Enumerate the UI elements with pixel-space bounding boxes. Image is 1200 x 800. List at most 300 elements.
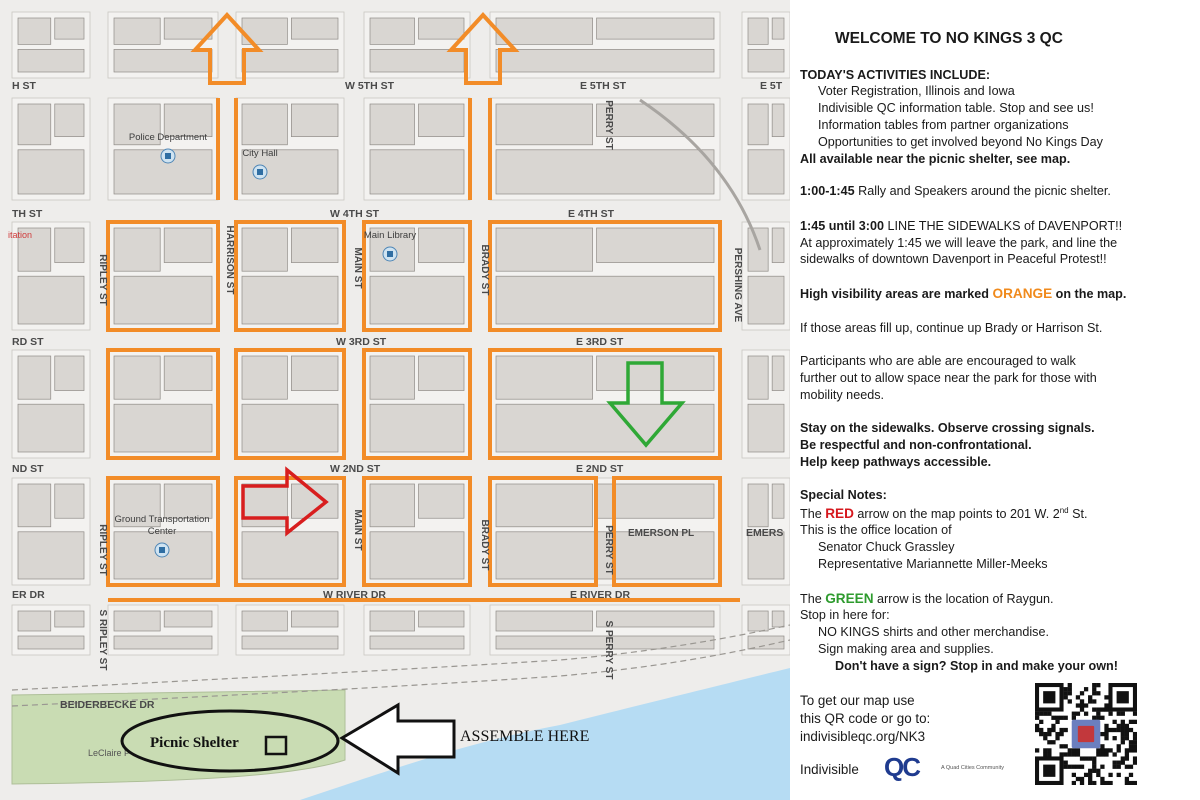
building — [748, 484, 768, 527]
activities-note: All available near the picnic shelter, see map. — [800, 152, 1071, 166]
poi-label: City Hall — [242, 148, 278, 159]
qr-module — [1092, 687, 1096, 691]
building — [18, 484, 51, 527]
qr-module — [1076, 695, 1080, 699]
qr-module — [1121, 728, 1125, 732]
line-desc: sidewalks of downtown Davenport in Peaceful Protest!! — [800, 252, 1107, 266]
qr-module — [1092, 691, 1096, 695]
qr-module — [1047, 748, 1051, 752]
qr-module — [1133, 740, 1137, 744]
map-link-line: To get our map use — [800, 693, 915, 708]
qr-module — [1117, 765, 1121, 769]
qr-module — [1125, 781, 1129, 785]
qr-module — [1035, 748, 1039, 752]
street-label-e5-right: E 5T — [760, 80, 783, 92]
building — [114, 49, 212, 72]
qr-module — [1059, 744, 1063, 748]
building — [419, 228, 464, 263]
street-label-river-left: ER DR — [12, 589, 45, 601]
building — [496, 484, 593, 527]
street-label-w5th: W 5TH ST — [345, 80, 394, 92]
qr-module — [1092, 781, 1096, 785]
qr-module — [1113, 765, 1117, 769]
qr-module — [1125, 777, 1129, 781]
qr-module — [1133, 744, 1137, 748]
qr-module — [1104, 732, 1108, 736]
street-label-emerson-right: EMERS — [746, 527, 784, 539]
qr-module — [1096, 716, 1100, 720]
qr-module — [1076, 765, 1080, 769]
rally-text: Rally and Speakers around the picnic shelter. — [854, 184, 1111, 198]
qr-module — [1125, 765, 1129, 769]
qr-module — [1096, 769, 1100, 773]
qr-module — [1100, 732, 1104, 736]
building — [164, 356, 212, 391]
building — [370, 18, 415, 44]
qr-module — [1125, 728, 1129, 732]
street-label-e3rd: E 3RD ST — [576, 336, 624, 348]
building — [242, 404, 338, 452]
building — [496, 104, 593, 145]
qr-module — [1080, 691, 1084, 695]
qr-module — [1125, 724, 1129, 728]
qr-module — [1108, 728, 1112, 732]
qr-module — [1104, 752, 1108, 756]
qr-center-logo-inner — [1078, 726, 1094, 742]
qr-module — [1108, 781, 1112, 785]
building — [18, 636, 84, 649]
building — [370, 150, 464, 194]
building — [419, 484, 464, 518]
qr-module — [1096, 712, 1100, 716]
poi-station — [8, 230, 32, 240]
street-label-e2nd: E 2ND ST — [576, 463, 624, 475]
qr-module — [1117, 728, 1121, 732]
qr-module — [1080, 707, 1084, 711]
qr-module — [1043, 752, 1047, 756]
qr-module — [1129, 740, 1133, 744]
visibility-post: on the map. — [1052, 287, 1127, 301]
qr-module — [1076, 703, 1080, 707]
building — [748, 404, 784, 452]
qr-module — [1072, 752, 1076, 756]
qr-module — [1047, 732, 1051, 736]
qr-finder-core — [1043, 765, 1055, 777]
building — [772, 611, 784, 627]
office-line: This is the office location of — [800, 523, 952, 537]
stop-line: Stop in here for: — [800, 608, 890, 622]
qr-module — [1064, 695, 1068, 699]
qr-module — [1064, 752, 1068, 756]
activity-item: Information tables from partner organizations — [818, 118, 1069, 132]
qr-module — [1133, 736, 1137, 740]
rally-time: 1:00-1:45 — [800, 184, 855, 198]
qr-module — [1125, 756, 1129, 760]
qr-module — [1059, 752, 1063, 756]
qr-module — [1076, 752, 1080, 756]
participants-line: Participants who are able are encouraged to walk — [800, 354, 1076, 368]
qr-module — [1100, 716, 1104, 720]
building — [55, 484, 84, 518]
page-title: WELCOME TO NO KINGS 3 QC — [835, 30, 1063, 47]
building — [370, 104, 415, 145]
street-label-ripley-north: RIPLEY ST — [97, 254, 108, 306]
qr-module — [1043, 748, 1047, 752]
building — [114, 18, 160, 44]
qr-module — [1072, 765, 1076, 769]
qr-module — [1092, 699, 1096, 703]
qr-module — [1133, 781, 1137, 785]
rule-line: Be respectful and non-confrontational. — [800, 438, 1032, 452]
street-label-3rd-left: RD ST — [12, 336, 44, 348]
street-label-s-ripley: S RIPLEY ST — [97, 609, 108, 671]
green-word: GREEN — [825, 591, 874, 606]
building — [55, 104, 84, 137]
building — [748, 356, 768, 399]
qr-module — [1121, 720, 1125, 724]
qr-module — [1104, 781, 1108, 785]
building — [419, 18, 464, 39]
street-label-perry-north: PERRY ST — [603, 100, 614, 150]
qr-module — [1055, 732, 1059, 736]
qr-module — [1072, 781, 1076, 785]
qr-module — [1072, 748, 1076, 752]
green-post: arrow is the location of Raygun. — [873, 592, 1054, 606]
office-name: Representative Mariannette Miller-Meeks — [818, 557, 1048, 571]
qr-module — [1068, 752, 1072, 756]
qr-module — [1117, 748, 1121, 752]
building — [242, 611, 287, 631]
qr-module — [1100, 777, 1104, 781]
qr-module — [1096, 707, 1100, 711]
street-label-harrison: HARRISON ST — [224, 225, 235, 295]
qr-module — [1076, 748, 1080, 752]
qr-module — [1088, 699, 1092, 703]
qr-module — [1133, 748, 1137, 752]
qr-module — [1068, 748, 1072, 752]
street-label-w2nd: W 2ND ST — [330, 463, 381, 475]
qr-module — [1059, 732, 1063, 736]
fill-up-note: If those areas fill up, continue up Brady or Harrison St. — [800, 321, 1103, 335]
qr-module — [1113, 761, 1117, 765]
qr-module — [1092, 707, 1096, 711]
qr-module — [1125, 748, 1129, 752]
qr-module — [1068, 683, 1072, 687]
activity-item: Indivisible QC information table. Stop and see us! — [818, 101, 1094, 115]
building — [18, 611, 51, 631]
qr-module — [1129, 720, 1133, 724]
qr-module — [1117, 761, 1121, 765]
building — [772, 484, 784, 518]
qr-module — [1108, 712, 1112, 716]
qr-module — [1104, 707, 1108, 711]
street-label-perry-south: PERRY ST — [603, 525, 614, 575]
qr-module — [1092, 761, 1096, 765]
qr-module — [1100, 781, 1104, 785]
building — [597, 18, 714, 39]
make-sign-line: Don't have a sign? Stop in and make your own! — [835, 659, 1118, 673]
qr-module — [1059, 728, 1063, 732]
qr-module — [1088, 773, 1092, 777]
participants-line: further out to allow space near the park for those with — [800, 371, 1097, 385]
qr-module — [1047, 728, 1051, 732]
qr-module — [1084, 773, 1088, 777]
rule-line: Help keep pathways accessible. — [800, 455, 992, 469]
qr-module — [1121, 756, 1125, 760]
qr-module — [1055, 716, 1059, 720]
green-arrow-note — [800, 590, 1053, 608]
qr-module — [1068, 687, 1072, 691]
qr-module — [1047, 752, 1051, 756]
building — [114, 404, 212, 452]
office-name: Senator Chuck Grassley — [818, 540, 955, 554]
qr-module — [1104, 724, 1108, 728]
street-label-w4th: W 4TH ST — [330, 208, 379, 220]
poi-label: Center — [147, 526, 177, 537]
qr-module — [1080, 765, 1084, 769]
building — [242, 49, 338, 72]
qr-module — [1035, 716, 1039, 720]
qr-module — [1121, 732, 1125, 736]
building — [496, 150, 714, 194]
qr-module — [1100, 744, 1104, 748]
building — [18, 356, 51, 399]
qr-module — [1096, 691, 1100, 695]
qr-module — [1104, 736, 1108, 740]
building — [114, 356, 160, 399]
building — [496, 18, 593, 44]
building — [18, 150, 84, 194]
qr-module — [1043, 712, 1047, 716]
qr-module — [1047, 712, 1051, 716]
street-label-beiderbecke: BEIDERBECKE DR — [60, 699, 155, 711]
qr-module — [1096, 748, 1100, 752]
activity-item: Voter Registration, Illinois and Iowa — [818, 84, 1015, 98]
activity-item: Opportunities to get involved beyond No Kings Day — [818, 135, 1103, 149]
line-sidewalks — [800, 218, 1122, 235]
street-label-emerson: EMERSON PL — [628, 528, 695, 539]
building — [748, 276, 784, 324]
red-arrow-note — [800, 503, 1088, 523]
qr-module — [1129, 765, 1133, 769]
qr-module — [1104, 695, 1108, 699]
building — [496, 276, 714, 324]
qr-module — [1080, 699, 1084, 703]
qr-module — [1133, 720, 1137, 724]
poi-leclaire — [88, 748, 130, 758]
building — [18, 404, 84, 452]
visibility-line — [800, 285, 1126, 303]
building — [55, 356, 84, 391]
qr-module — [1043, 732, 1047, 736]
building — [55, 228, 84, 263]
qr-module — [1072, 716, 1076, 720]
qr-module — [1035, 712, 1039, 716]
qr-module — [1039, 728, 1043, 732]
qr-module — [1117, 773, 1121, 777]
building — [114, 611, 160, 631]
qr-module — [1035, 724, 1039, 728]
transit-icon-glyph — [159, 547, 165, 553]
building — [18, 18, 51, 44]
qr-module — [1129, 744, 1133, 748]
qr-module — [1064, 687, 1068, 691]
qr-module — [1117, 712, 1121, 716]
qr-module — [1064, 761, 1068, 765]
building — [242, 356, 287, 399]
qc-tagline: A Quad Cities Community — [941, 765, 1004, 771]
street-label-e5th: E 5TH ST — [580, 80, 627, 92]
qr-module — [1088, 756, 1092, 760]
qr-module — [1088, 781, 1092, 785]
building — [114, 276, 212, 324]
qr-module — [1039, 712, 1043, 716]
qr-code[interactable] — [1035, 683, 1137, 785]
red-end: St. — [1068, 507, 1088, 522]
qr-module — [1100, 748, 1104, 752]
building — [496, 356, 593, 399]
building — [419, 611, 464, 627]
qr-module — [1064, 691, 1068, 695]
qr-module — [1059, 716, 1063, 720]
building — [496, 49, 714, 72]
qr-module — [1129, 728, 1133, 732]
building — [55, 611, 84, 627]
qr-module — [1055, 736, 1059, 740]
qc-logo-text: QC — [884, 752, 919, 782]
map-link-line: this QR code or go to: — [800, 711, 931, 726]
library-book-icon-glyph — [387, 251, 393, 257]
building — [114, 636, 212, 649]
qr-module — [1072, 712, 1076, 716]
building — [291, 356, 338, 391]
qr-module — [1121, 712, 1125, 716]
poi-label: Ground Transportation — [114, 514, 210, 525]
building — [291, 18, 338, 39]
building — [370, 532, 464, 579]
street-label-pershing: PERSHING AVE — [732, 247, 743, 323]
special-notes-heading: Special Notes: — [800, 488, 887, 502]
qr-module — [1104, 748, 1108, 752]
building — [114, 228, 160, 271]
qr-module — [1125, 752, 1129, 756]
qr-module — [1113, 720, 1117, 724]
qr-module — [1133, 712, 1137, 716]
qr-module — [1113, 736, 1117, 740]
qr-module — [1072, 773, 1076, 777]
qr-module — [1051, 728, 1055, 732]
qr-module — [1047, 740, 1051, 744]
street-label-wriver: W RIVER DR — [323, 589, 386, 601]
assemble-here-label: ASSEMBLE HERE — [460, 728, 590, 745]
green-pre: The — [800, 592, 826, 606]
building — [370, 356, 415, 399]
qr-module — [1084, 756, 1088, 760]
qr-module — [1125, 736, 1129, 740]
qr-module — [1129, 773, 1133, 777]
street-label-s-perry: S PERRY ST — [603, 620, 614, 680]
building — [291, 611, 338, 627]
line-desc: At approximately 1:45 we will leave the park, and line the — [800, 236, 1118, 250]
qr-module — [1121, 724, 1125, 728]
qr-module — [1068, 765, 1072, 769]
building — [496, 404, 714, 452]
poi-label: LeClaire P — [88, 748, 131, 758]
stop-item: Sign making area and supplies. — [818, 642, 994, 656]
building — [242, 484, 287, 527]
stop-item: NO KINGS shirts and other merchandise. — [818, 625, 1049, 639]
building — [748, 150, 784, 194]
street-label-2nd-left: ND ST — [12, 463, 44, 475]
participants-line: mobility needs. — [800, 388, 884, 402]
qr-module — [1043, 736, 1047, 740]
qr-module — [1104, 703, 1108, 707]
info-panel — [790, 0, 1200, 800]
qr-module — [1039, 720, 1043, 724]
qr-module — [1076, 777, 1080, 781]
building — [18, 49, 84, 72]
qr-module — [1113, 752, 1117, 756]
qr-module — [1080, 703, 1084, 707]
qr-module — [1100, 752, 1104, 756]
building — [370, 276, 464, 324]
qr-module — [1051, 740, 1055, 744]
qr-module — [1092, 765, 1096, 769]
red-pre: The — [800, 507, 826, 522]
qr-module — [1096, 773, 1100, 777]
qr-module — [1125, 732, 1129, 736]
building — [291, 104, 338, 137]
indivisible-logo-text: Indivisible — [800, 762, 859, 777]
building — [370, 49, 464, 72]
qr-module — [1133, 732, 1137, 736]
building — [370, 636, 464, 649]
street-label-w3rd: W 3RD ST — [336, 336, 387, 348]
street-label-5th-left: H ST — [12, 80, 36, 92]
building — [772, 18, 784, 39]
qr-module — [1133, 761, 1137, 765]
qr-module — [1092, 769, 1096, 773]
qr-module — [1076, 712, 1080, 716]
qr-module — [1117, 724, 1121, 728]
building — [748, 228, 768, 271]
building — [496, 611, 593, 631]
building — [597, 356, 714, 391]
map-link-url[interactable]: indivisibleqc.org/NK3 — [800, 729, 926, 744]
picnic-shelter-label: Picnic Shelter — [150, 735, 239, 751]
qr-module — [1121, 761, 1125, 765]
qr-module — [1051, 716, 1055, 720]
building — [18, 532, 84, 579]
qr-module — [1068, 691, 1072, 695]
qr-module — [1064, 716, 1068, 720]
qr-module — [1092, 683, 1096, 687]
qr-module — [1088, 695, 1092, 699]
activities-heading: TODAY'S ACTIVITIES INCLUDE: — [800, 68, 991, 82]
police-badge-icon-glyph — [165, 153, 171, 159]
building — [242, 104, 287, 145]
line-text: LINE THE SIDEWALKS of DAVENPORT!! — [884, 219, 1123, 233]
building — [242, 532, 338, 579]
rule-line: Stay on the sidewalks. Observe crossing signals. — [800, 421, 1095, 435]
street-label-ripley-south: RIPLEY ST — [97, 524, 108, 576]
street-label-main-south: MAIN ST — [352, 509, 363, 551]
qr-finder-core — [1043, 691, 1055, 703]
poi-label: Main Library — [363, 230, 417, 241]
qr-module — [1080, 777, 1084, 781]
building — [370, 404, 464, 452]
qr-module — [1064, 744, 1068, 748]
